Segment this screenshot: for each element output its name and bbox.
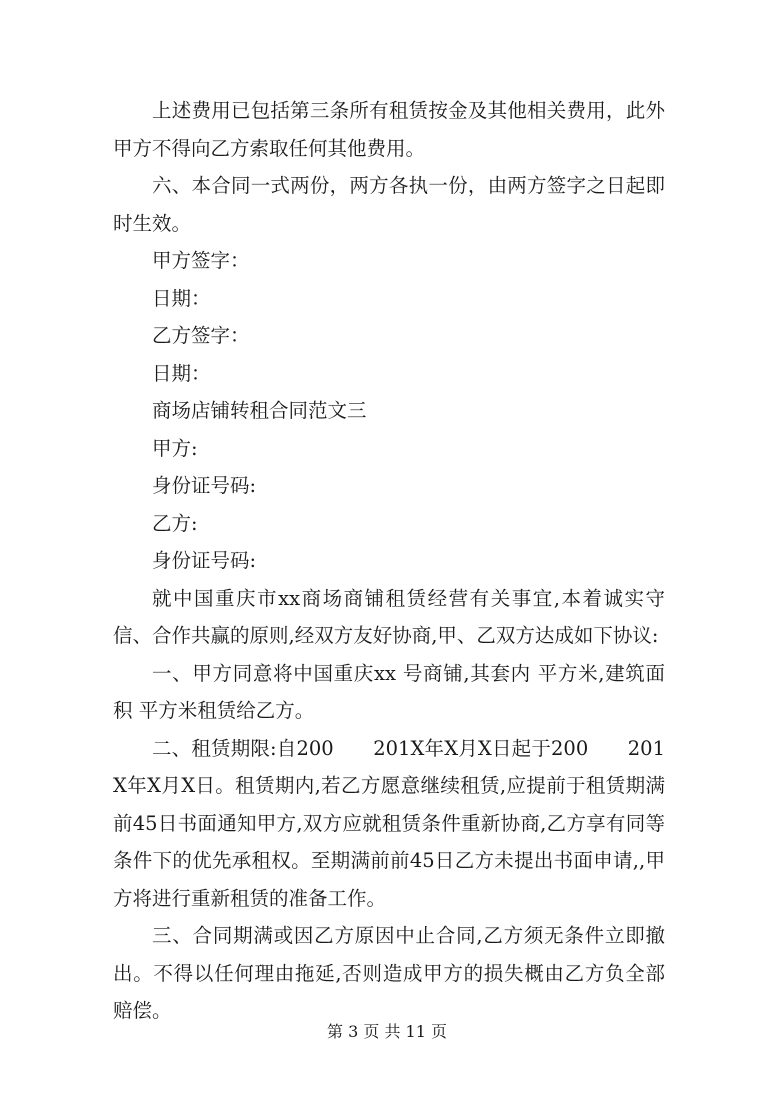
paragraph-fee-clause: 上述费用已包括第三条所有租赁按金及其他相关费用，此外甲方不得向乙方索取任何其他费用。 — [113, 99, 665, 160]
party-a-signature-line: 甲方签字： — [152, 249, 250, 272]
document-body — [113, 92, 665, 1030]
party-a-line: 甲方: — [152, 436, 198, 460]
party-b-id-line: 身份证号码: — [152, 549, 257, 572]
party-b-date-line: 日期： — [152, 361, 211, 385]
paragraph-preamble: 就中国重庆市xx商场商铺租赁经营有关事宜,本着诚实守信、合作共赢的原则,经双方友好协商,甲、乙双方达成如下协议: — [113, 586, 665, 647]
paragraph-article-two: 二、租赁期限:自200 201X年X月X日起于200 201X年X月X日。租赁期内,若乙方愿意继续租赁,应提前于租赁期满前45日书面通知甲方,双方应就租赁条件重新协商,乙方享有同等条件下的优先承租权。至期满前前45日乙方未提出书面申请,,甲方将进行重新租赁的准备工作。 — [113, 736, 665, 910]
page-number-footer: 第 3 页 共 11 页 — [327, 1022, 447, 1041]
section-title: 商场店铺转租合同范文三 — [152, 399, 367, 422]
paragraph-article-three: 三、合同期满或因乙方原因中止合同,乙方须无条件立即撤出。不得以任何理由拖延,否则造成甲方的损失概由乙方负全部赔偿。 — [113, 924, 665, 1022]
party-b-line: 乙方: — [152, 511, 198, 535]
party-a-date-line: 日期： — [152, 286, 211, 310]
party-b-signature-line: 乙方签字： — [152, 324, 250, 347]
party-a-id-line: 身份证号码: — [152, 474, 257, 497]
paragraph-article-six: 六、本合同一式两份，两方各执一份，由两方签字之日起即时生效。 — [113, 174, 665, 235]
paragraph-article-one: 一、甲方同意将中国重庆xx 号商铺,其套内 平方米,建筑面积 平方米租赁给乙方。 — [113, 661, 665, 722]
